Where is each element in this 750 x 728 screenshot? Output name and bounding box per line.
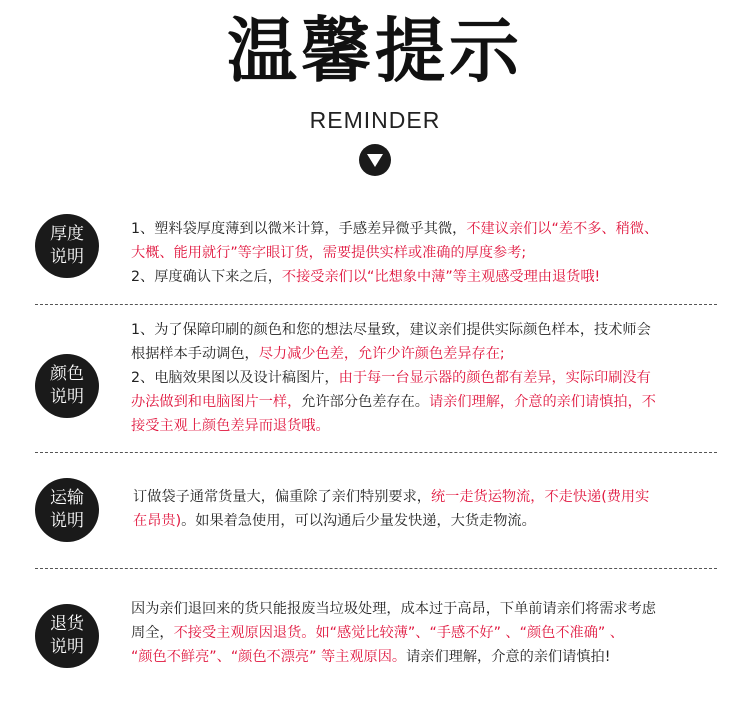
- text-line: [131, 318, 721, 342]
- highlight-text: 请亲们理解，介意的亲们请慎拍，不: [428, 394, 656, 410]
- badge-line-2: 说明: [50, 247, 84, 267]
- badge-line-1: 颜色: [50, 364, 84, 384]
- highlight-text: 不接受亲们以“比想象中薄”等主观感受理由退货哦!: [281, 269, 601, 285]
- body-text: 请亲们理解，介意的亲们请慎拍!: [406, 649, 611, 665]
- text-line: [131, 241, 721, 265]
- body-text: 。如果着急使用，可以沟通后少量发快递，大货走物流。: [181, 513, 536, 529]
- section-text: [131, 318, 721, 438]
- highlight-text: 统一走货运物流，不走快递(费用实: [430, 489, 650, 505]
- text-line: [131, 217, 721, 241]
- chevron-down-icon: [359, 144, 391, 176]
- body-text: 1、塑料袋厚度薄到以微米计算，手感差异微乎其微，: [131, 221, 467, 237]
- body-text: 1、为了保障印刷的颜色和您的想法尽量致，建议亲们提供实际颜色样本，技术师会: [131, 322, 651, 338]
- divider: [35, 568, 717, 569]
- text-line: [131, 414, 721, 438]
- section-text: [133, 485, 723, 533]
- badge-shipping: [35, 478, 99, 542]
- section-text: [131, 597, 721, 669]
- badge-line-1: 厚度: [50, 224, 84, 244]
- highlight-text: 不接受主观原因退货。如“感觉比较薄”、“手感不好” 、“颜色不准确” 、: [173, 625, 624, 641]
- text-line: [131, 265, 721, 289]
- text-line: [131, 366, 721, 390]
- highlight-text: 由于每一台显示器的颜色都有差异，实际印刷没有: [338, 370, 651, 386]
- body-text: 允许部分色差存在。: [301, 394, 429, 410]
- highlight-text: 大概、能用就行”等字眼订货，需要提供实样或准确的厚度参考;: [131, 245, 527, 261]
- highlight-text: 尽力减少色差，允许少许颜色差异存在;: [258, 346, 505, 362]
- badge-line-1: 运输: [50, 488, 84, 508]
- text-line: [133, 485, 723, 509]
- highlight-text: 在昂贵): [133, 513, 182, 529]
- text-line: [133, 509, 723, 533]
- badge-returns: [35, 604, 99, 668]
- highlight-text: “颜色不鲜亮”、“颜色不漂亮” 等主观原因。: [131, 649, 407, 665]
- badge-line-1: 退货: [50, 614, 84, 634]
- badge-color: [35, 354, 99, 418]
- text-line: [131, 390, 721, 414]
- highlight-text: 办法做到和电脑图片一样，: [131, 394, 302, 410]
- body-text: 2、电脑效果图以及设计稿图片，: [131, 370, 339, 386]
- highlight-text: 不建议亲们以“差不多、稍微、: [466, 221, 659, 237]
- body-text: 2、厚度确认下来之后，: [131, 269, 282, 285]
- text-line: [131, 645, 721, 669]
- text-line: [131, 597, 721, 621]
- section-text: [131, 217, 721, 289]
- text-line: [131, 621, 721, 645]
- divider: [35, 452, 717, 453]
- badge-thickness: [35, 214, 99, 278]
- body-text: 根据样本手动调色，: [131, 346, 259, 362]
- body-text: 因为亲们退回来的货只能报废当垃圾处理，成本过于高昂，下单前请亲们将需求考虑: [131, 601, 656, 617]
- page-title: 温馨提示: [227, 10, 523, 92]
- highlight-text: 接受主观上颜色差异而退货哦。: [131, 418, 330, 434]
- body-text: 订做袋子通常货量大，偏重除了亲们特别要求，: [133, 489, 431, 505]
- badge-line-2: 说明: [50, 637, 84, 657]
- text-line: [131, 342, 721, 366]
- badge-line-2: 说明: [50, 511, 84, 531]
- body-text: 周全，: [131, 625, 174, 641]
- page-subtitle: REMINDER: [309, 107, 441, 133]
- divider: [35, 304, 717, 305]
- badge-line-2: 说明: [50, 387, 84, 407]
